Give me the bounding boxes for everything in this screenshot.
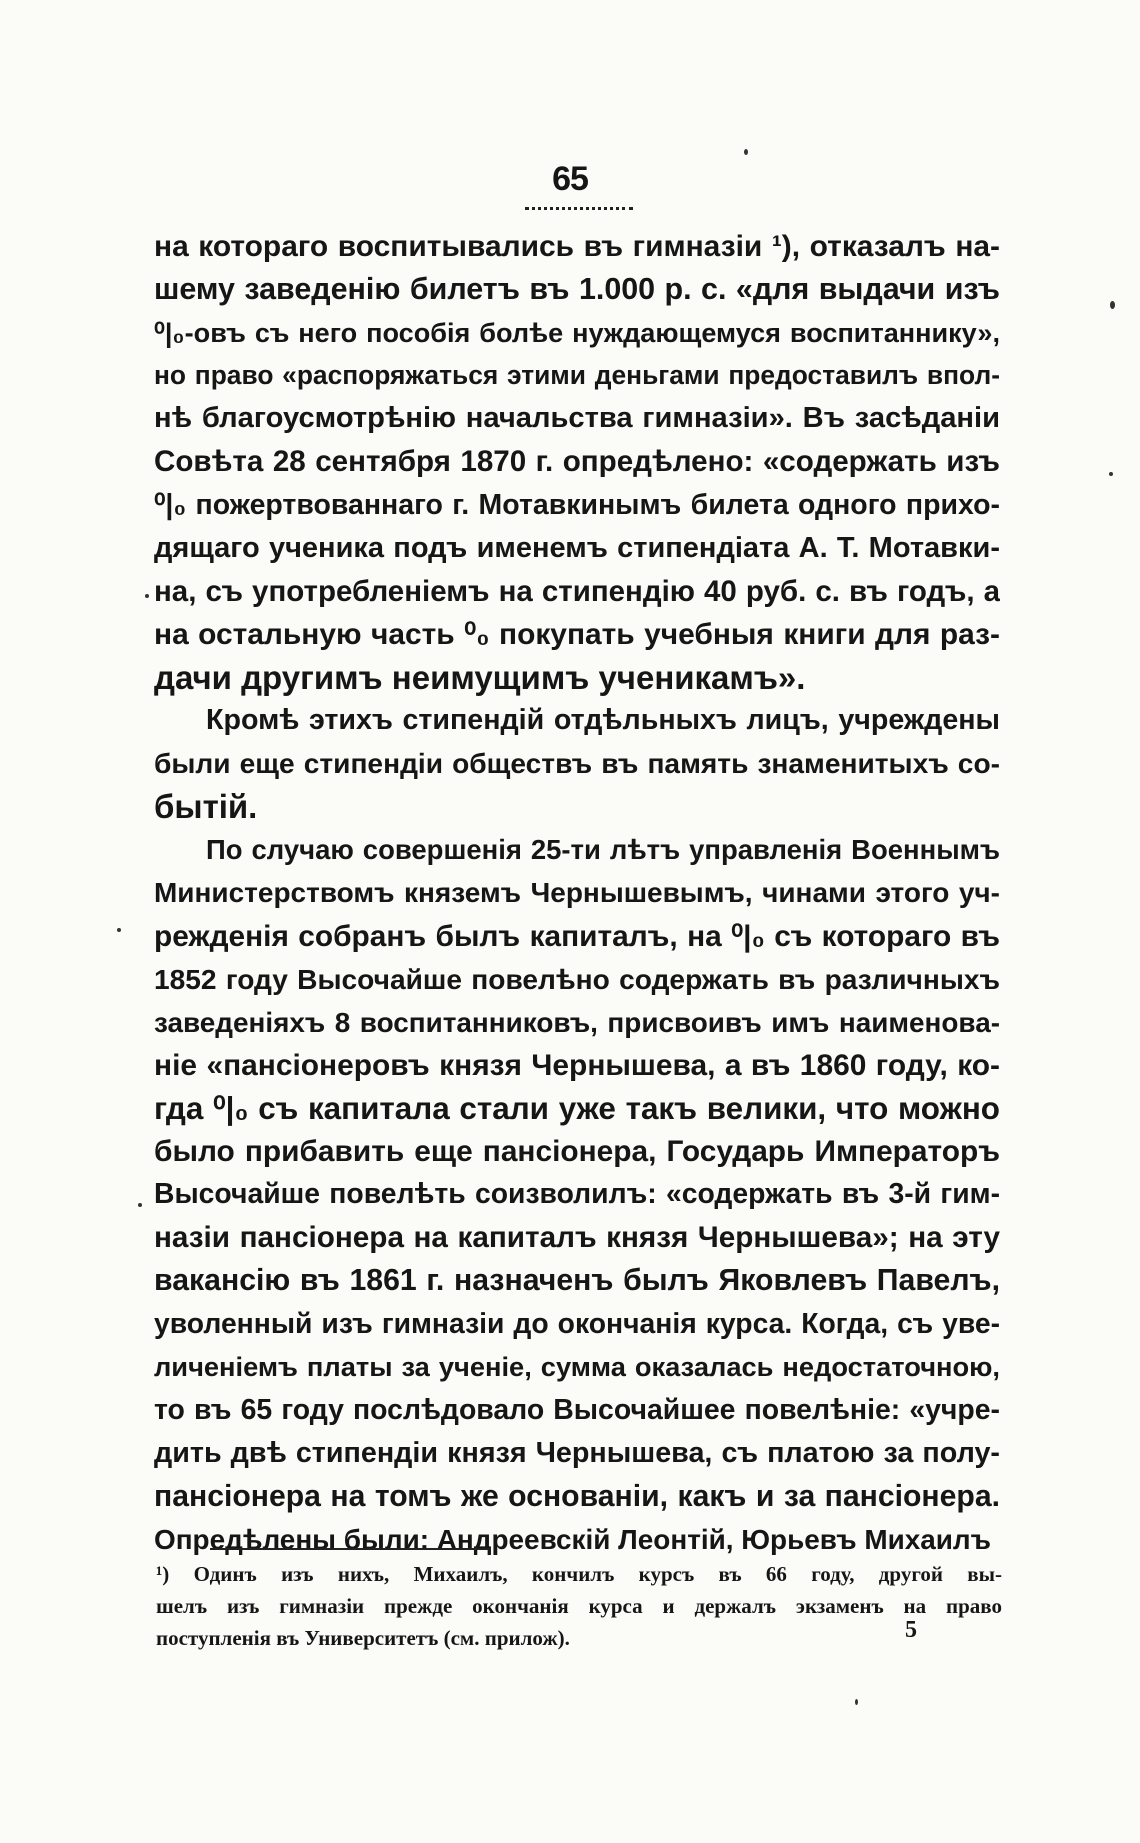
body-line: дящаго ученика подъ именемъ стипендіата А. Т. Мотавки-: [154, 531, 1000, 564]
body-line: было прибавить еще пансіонера, Государь Императоръ: [154, 1134, 1000, 1168]
footnote-line: шелъ изъ гимназіи прежде окончанія курса и держалъ экзаменъ на право: [156, 1594, 1002, 1618]
body-line: Кромѣ этихъ стипендій отдѣльныхъ лицъ, учреждены: [206, 704, 1000, 737]
scan-speck: [855, 1699, 858, 1705]
scan-speck: [1110, 301, 1115, 309]
body-line: на, съ употребленіемъ на стипендію 40 руб. с. въ годъ, а: [154, 574, 1000, 608]
body-line: гда ⁰|₀ съ капитала стали уже такъ велики, что можно: [154, 1090, 1000, 1126]
footnote: [156, 1558, 1002, 1654]
scan-speck: [744, 149, 748, 155]
body-line: Опредѣлены были: Андреевскій Леонтій, Юрьевъ Михаилъ: [154, 1523, 991, 1555]
body-line: дить двѣ стипендіи князя Чернышева, съ платою за полу-: [154, 1436, 1000, 1469]
body-line: нѣ благоусмотрѣнію начальства гимназіи». Въ засѣданіи: [154, 402, 1000, 435]
body-line: были еще стипендіи обществъ въ память знаменитыхъ со-: [154, 748, 1000, 780]
page-number: 65: [552, 160, 588, 198]
body-line: на котораго воспитывались въ гимназіи ¹), отказалъ на-: [154, 230, 1000, 263]
body-line: По случаю совершенія 25-ти лѣтъ управленія Военнымъ: [206, 834, 1000, 866]
body-line: дачи другимъ неимущимъ ученикамъ».: [154, 658, 806, 696]
body-line: но право «распоряжаться этими деньгами предоставилъ впол-: [154, 360, 1000, 391]
page-number-rule: [525, 207, 633, 210]
footnote-rule: [210, 1548, 490, 1550]
body-line: на остальную часть ⁰₀ покупать учебныя книги для раз-: [154, 617, 1000, 651]
body-line: пансіонера на томъ же основаніи, какъ и за пансіонера.: [154, 1479, 1000, 1513]
body-line: Высочайше повелѣть соизволилъ: «содержать въ 3-й гим-: [154, 1178, 1000, 1211]
body-line: ⁰|₀ пожертвованнаго г. Мотавкинымъ билета одного прихо-: [154, 488, 1000, 521]
body-line: Совѣта 28 сентября 1870 г. опредѣлено: «содержать изъ: [154, 445, 1000, 479]
body-line: ніе «пансіонеровъ князя Чернышева, а въ 1860 году, ко-: [154, 1048, 1000, 1082]
body-text: [154, 225, 1000, 1561]
body-line: режденія собранъ былъ капиталъ, на ⁰|₀ съ котораго въ: [154, 919, 1000, 953]
body-line: назіи пансіонера на капиталъ князя Чернышева»; на эту: [154, 1221, 1000, 1255]
body-line: заведеніяхъ 8 воспитанниковъ, присвоивъ имъ наименова-: [154, 1006, 1000, 1038]
body-line: бытій.: [154, 788, 258, 826]
body-line: 1852 году Высочайше повелѣно содержать въ различныхъ: [154, 963, 1000, 995]
scan-speck: [145, 594, 149, 598]
body-line: уволенный изъ гимназіи до окончанія курса. Когда, съ уве-: [154, 1307, 1000, 1340]
body-line: вакансію въ 1861 г. назначенъ былъ Яковлевъ Павелъ,: [154, 1264, 1000, 1298]
body-line: ⁰|₀-овъ съ него пособія болѣе нуждающемуся воспитаннику»,: [154, 317, 1000, 349]
footnote-line: ¹) Одинъ изъ нихъ, Михаилъ, кончилъ курсъ въ 66 году, другой вы-: [156, 1562, 1002, 1586]
footnote-line: поступленія въ Университетъ (см. прилож).: [156, 1626, 570, 1650]
body-line: личеніемъ платы за ученіе, сумма оказалась недостаточною,: [154, 1351, 1000, 1383]
signature-mark: 5: [905, 1617, 917, 1643]
scan-speck: [138, 1203, 142, 1207]
body-line: то въ 65 году послѣдовало Высочайшее повелѣніе: «учре-: [154, 1393, 1000, 1426]
scan-speck: [1109, 472, 1113, 476]
body-line: Министерствомъ княземъ Чернышевымъ, чинами этого уч-: [154, 877, 1000, 909]
body-line: шему заведенію билетъ въ 1.000 р. с. «для выдачи изъ: [154, 272, 1000, 307]
scan-speck: [117, 928, 121, 932]
